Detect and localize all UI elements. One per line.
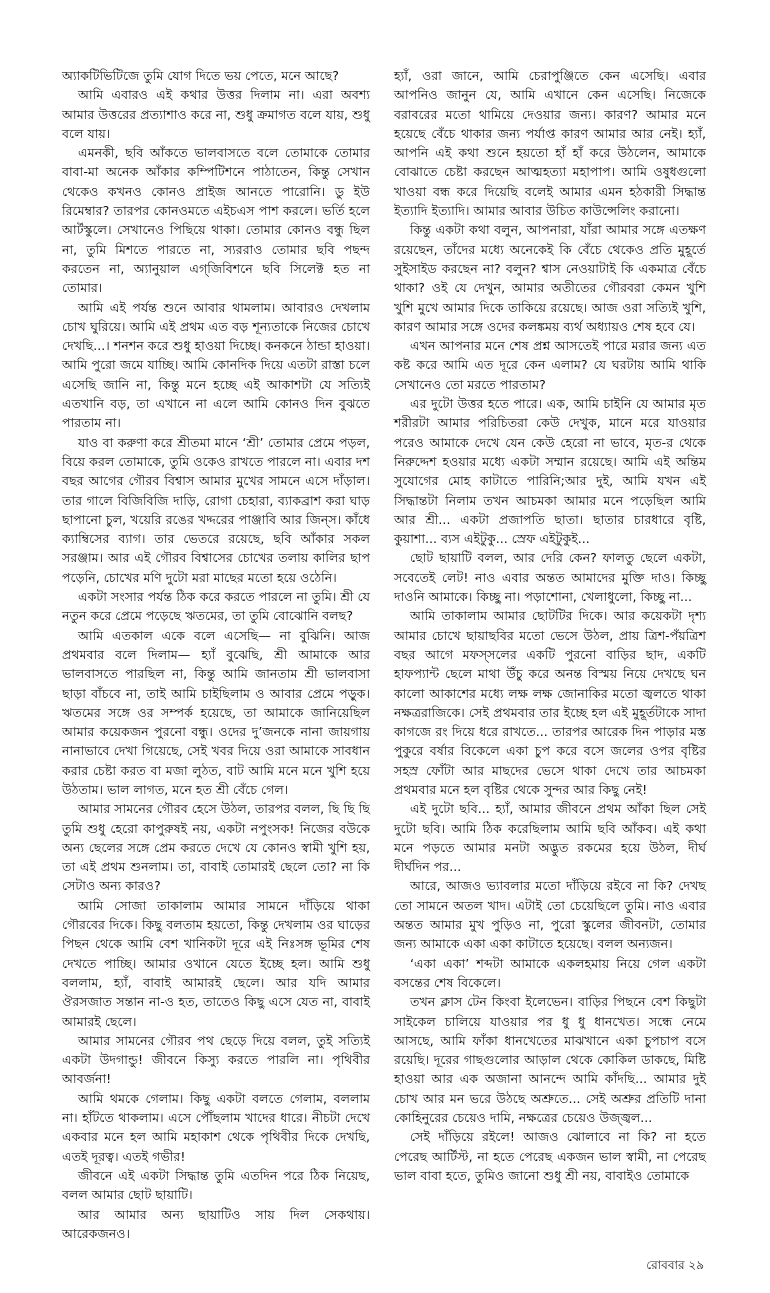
paragraph: অ্যাকটিভিটিজে তুমি যোগ দিতে ভয় পেতে, মনে আছে?: [62, 68, 339, 83]
paragraph: আমার সামনের গৌরব পথ ছেড়ে দিয়ে বলল, তুই সত্যিই একটা উদগান্ডু! জীবনে কিস্যু করতে পারলি না। পৃথিবীর আবর্জনা!: [62, 1032, 370, 1087]
paragraph: ‘একা একা’ শব্দটা আমাকে একলহমায় নিয়ে গেল একটা বসন্তের শেষ বিকেলে।: [394, 955, 706, 990]
paragraph: ছোট ছায়াটি বলল, আর দেরি কেন? ফালতু ছেলে একটা, সবেতেই লেট! নাও এবার অন্তত আমাদের মুক্তি দাও। কিচ্ছু দাওনি আমাকে। কিচ্ছু না। পড়াশোনা, খেলাধুলো, কিচ্ছু না...: [394, 550, 706, 605]
right-column: [394, 66, 706, 1185]
paragraph: আরে, আজও ভ্যাবলার মতো দাঁড়িয়ে রইবে না কি? দেখছ তো সামনে অতল খাদ। এটাই তো চেয়েছিলে তুমি। নাও এবার অন্তত আমার মুখ পুড়িও না, পুরো স্কুলের জীবনটা, তোমার জন্য আমাকে একা একা কাটাতে হয়েছে। বলল অন্যজন।: [394, 878, 706, 952]
paragraph: তখন ক্লাস টেন কিংবা ইলেভেন। বাড়ির পিছনে বেশ কিছুটা সাইকেল চালিয়ে যাওয়ার পর ধু ধু ধানখেত। সন্ধে নেমে আসছে, আমি ফাঁকা ধানখেতের মাঝখানে একা চুপচাপ বসে রয়েছি। দূরের গাছগুলোর আড়াল থেকে কোকিল ডাকছে, মিষ্টি হাওয়া আর এক অজানা আনন্দে আমি কাঁদছি... আমার দুই চোখ আর মন ভরে উঠছে অশ্রুতে... সেই অশ্রুর প্রতিটি দানা কোহিনুরের চেয়েও দামি, নক্ষত্রের চেয়েও উজ্জ্বল...: [394, 994, 706, 1126]
paragraph: এখন আপনার মনে শেষ প্রশ্ন আসতেই পারে মরার জন্য এত কষ্ট করে আমি এত দূরে কেন এলাম? যে ঘরটায় আমি থাকি সেখানেও তো মরতে পারতাম?: [394, 338, 706, 392]
page-footer: রোববার ২৯: [646, 1258, 704, 1272]
paragraph: আমি এবারও এই কথার উত্তর দিলাম না। এরা অবশ্য আমার উত্তরের প্রত্যাশাও করে না, শুধু ক্রমাগত বলে যায়, শুধু বলে যায়।: [62, 87, 370, 141]
paragraph: আর আমার অন্য ছায়াটিও সায় দিল সেকথায়। আরেকজনও।: [62, 1206, 370, 1241]
paragraph: এই দুটো ছবি... হ্যাঁ, আমার জীবনে প্রথম আঁকা ছিল সেই দুটো ছবি। আমি ঠিক করেছিলাম আমি ছবি আঁকব। এই কথা মনে পড়তে আমার মনটা অদ্ভুত রকমের হয়ে উঠল, দীর্ঘ দীর্ঘদিন পর...: [394, 801, 706, 875]
paragraph: আমার সামনের গৌরব হেসে উঠল, তারপর বলল, ছি ছি ছি তুমি শুধু হেরো কাপুরুষই নয়, একটা নপুংসক! নিজের বউকে অন্য ছেলের সঙ্গে প্রেম করতে দেখে যে কোনও স্বামী খুশি হয়, তা এই প্রথম শুনলাম। তা, বাবাই তোমারই ছেলে তো? না কি সেটাও অন্য কারও?: [62, 801, 370, 894]
paragraph: একটা সংসার পর্যন্ত ঠিক করে করতে পারলে না তুমি। শ্রী যে নতুন করে প্রেমে পড়েছে ঋতমের, তা তুমি বোঝোনি বলছ?: [62, 589, 370, 624]
paragraph: আমি এই পর্যন্ত শুনে আবার থামলাম। আবারও দেখলাম চোখ ঘুরিয়ে। আমি এই প্রথম এত বড় শূন্যতাকে নিজের চোখে দেখছি...। শনশন করে শুধু হাওয়া দিচ্ছে। কনকনে ঠান্ডা হাওয়া। আমি পুরো জমে যাচ্ছি। আমি কোনদিক দিয়ে এতটা রাস্তা চলে এসেছি জানি না, কিন্তু মনে হচ্ছে এই আকাশটা যে সত্যিই এতখানি বড়, তা এখানে না এলে আমি কোনও দিন বুঝতে পারতাম না।: [62, 299, 370, 431]
paragraph: আমি থমকে গেলাম। কিছু একটা বলতে গেলাম, বললাম না। হাঁটতে থাকলাম। এসে পৌঁছলাম খাদের ধারে। নীচটা দেখে একবার মনে হল আমি মহাকাশ থেকে পৃথিবীর দিকে দেখছি, এতই দূরত্ব। এতই গভীর!: [62, 1090, 370, 1164]
paragraph: সেই দাঁড়িয়ে রইলে! আজও ঝোলাবে না কি? না হতে পেরেছ আর্টিস্ট, না হতে পেরেছ একজন ভাল স্বামী, না পেরেছ ভাল বাবা হতে, তুমিও জানো শুধু শ্রী নয়, বাবাইও তোমাকে: [394, 1129, 706, 1183]
paragraph: আমি সোজা তাকালাম আমার সামনে দাঁড়িয়ে থাকা গৌরবের দিকে। কিছু বলতাম হয়তো, কিন্তু দেখলাম ওর ঘাড়ের পিছন থেকে আমি বেশ খানিকটা দূরে এই নিঃসঙ্গ ভূমির শেষ দেখতে পাচ্ছি। আমার ওখানে যেতে ইচ্ছে হল। আমি শুধু বললাম, হ্যাঁ, বাবাই আমারই ছেলে। আর যদি আমার ঔরসজাত সন্তান না-ও হত, তাতেও কিছু এসে যেত না, বাবাই আমারই ছেলে।: [62, 897, 370, 1029]
paragraph: এমনকী, ছবি আঁকতে ভালবাসতে বলে তোমাকে তোমার বাবা-মা অনেক আঁকার কম্পিটিশনে পাঠাতেন, কিন্তু সেখান থেকেও কখনও কোনও প্রাইজ আনতে পারোনি। ডু ইউ রিমেম্বার? তারপর কোনওমতে এইচএস পাশ করলে। ভর্তি হলে আর্টস্কুলে। সেখানেও পিছিয়ে থাকা। তোমার কোনও বন্ধু ছিল না, তুমি মিশতে পারতে না, স্যররাও তোমার ছবি পছন্দ করতেন না, অ্যানুয়াল এগ্‌জিবিশনে ছবি সিলেক্ট হত না তোমার।: [62, 145, 370, 296]
left-column: [62, 66, 370, 1243]
paragraph: আমি তাকালাম আমার ছোটটির দিকে। আর কয়েকটা দৃশ্য আমার চোখে ছায়াছবির মতো ভেসে উঠল, প্রায় ত্রিশ-পঁয়ত্রিশ বছর আগে মফস্‌সলের একটি পুরনো বাড়ির ছাদ, একটি হাফপ্যান্ট ছেলে মাথা উঁচু করে অনন্ত বিস্ময় নিয়ে দেখছে ঘন কালো আকাশের মধ্যে লক্ষ লক্ষ জোনাকির মতো জ্বলতে থাকা নক্ষত্ররাজিকে। সেই প্রথমবার তার ইচ্ছে হল এই মুহূর্তটাকে সাদা কাগজে রং দিয়ে ধরে রাখতে... তারপর আরেক দিন পাড়ার মস্ত পুকুরে বর্ষার বিকেলে একা চুপ করে বসে জলের ওপর বৃষ্টির সহস্র ফোঁটা আর মাছদের ভেসে থাকা দেখে তার আচমকা প্রথমবার মনে হল বৃষ্টির থেকে সুন্দর আর কিছু নেই!: [394, 608, 706, 797]
paragraph: এর দুটো উত্তর হতে পারে। এক, আমি চাইনি যে আমার মৃত শরীরটা আমার পরিচিতরা কেউ দেখুক, মানে মরে যাওয়ার পরেও আমাকে দেখে যেন কেউ হেরো না ভাবে, মৃত-র থেকে নিরুদ্দেশ হওয়ার মধ্যে একটা সম্মান রয়েছে। আমি এই অন্তিম সুযোগের মোহ কাটাতে পারিনি;আর দুই, আমি যখন এই সিদ্ধান্তটা নিলাম তখন আচমকা আমার মনে পড়েছিল আমি আর শ্রী... একটা প্রজাপতি ছাতা। ছাতার চারধারে বৃষ্টি, কুয়াশা... ব্যস এইটুকু... স্রেফ এইটুকুই...: [394, 396, 706, 547]
paragraph: যাও বা করুণা করে শ্রীতমা মানে ‘শ্রী’ তোমার প্রেমে পড়ল, বিয়ে করল তোমাকে, তুমি ওকেও রাখতে পারলে না। এবার দশ বছর আগের গৌরব বিশ্বাস আমার মুখের সামনে এসে দাঁড়াল। তার গালে বিজিবিজি দাড়ি, রোগা চেহারা, ব্যাকব্রাশ করা ঘাড় ছাপানো চুল, খয়েরি রঙের খদ্দরের পাঞ্জাবি আর জিন্‌স। কাঁধে ক্যাম্বিসের ব্যাগ। তার ভেতরে রয়েছে, ছবি আঁকার সকল সরঞ্জাম। আর এই গৌরব বিশ্বাসের চোখের তলায় কালির ছাপ পড়েনি, চোখের মণি দুটো মরা মাছের মতো হয়ে ওঠেনি।: [62, 434, 370, 585]
paragraph: আমি এতকাল একে বলে এসেছি— না বুঝিনি। আজ প্রথমবার বলে দিলাম— হ্যাঁ বুঝেছি, শ্রী আমাকে আর ভালবাসতে পারছিল না, কিন্তু আমি জানতাম শ্রী ভালবাসা ছাড়া বাঁচবে না, তাই আমি চাইছিলাম ও আবার প্রেমে পড়ুক। ঋতমের সঙ্গে ওর সম্পর্ক হয়েছে, তা আমাকে জানিয়েছিল আমার কয়েকজন পুরনো বন্ধু। ওদের দু’জনকে নানা জায়গায় নানাভাবে দেখা গিয়েছে, সেই খবর দিয়ে ওরা আমাকে সাবধান করার চেষ্টা করত বা মজা লুঠত, বাট আমি মনে মনে খুশি হয়ে উঠতাম। ভাল লাগত, মনে হত শ্রী বেঁচে গেল।: [62, 627, 370, 797]
paragraph: হ্যাঁ, ওরা জানে, আমি চেরাপুঞ্জিতে কেন এসেছি। এবার আপনিও জানুন যে, আমি এখানে কেন এসেছি। নিজেকে বরাবরের মতো থামিয়ে দেওয়ার জন্য। কারণ? আমার মনে হয়েছে বেঁচে থাকার জন্য পর্যাপ্ত কারণ আমার আর নেই। হ্যাঁ, আপনি এই কথা শুনে হয়তো হাঁ হাঁ করে উঠলেন, আমাকে বোঝাতে চেষ্টা করছেন আত্মহত্যা মহাপাপ। আমি ওষুধগুলো খাওয়া বন্ধ করে দিয়েছি বলেই আমার এমন হঠকারী সিদ্ধান্ত ইত্যাদি ইত্যাদি। আমার আবার উচিত কাউন্সেলিং করানো।: [394, 68, 706, 219]
paragraph: কিন্তু একটা কথা বলুন, আপনারা, যাঁরা আমার সঙ্গে এতক্ষণ রয়েছেন, তাঁদের মধ্যে অনেকেই কি বেঁচে থেকেও প্রতি মুহূর্তে সুইসাইড করছেন না? বলুন? শ্বাস নেওয়াটাই কি একমাত্র বেঁচে থাকা? ওই যে দেখুন, আমার অতীতের গৌরবরা কেমন খুশি খুশি মুখে আমার দিকে তাকিয়ে রয়েছে। আজ ওরা সত্যিই খুশি, কারণ আমার সঙ্গে ওদের কলঙ্কময় ব্যর্থ অধ্যায়ও শেষ হবে যে।: [394, 222, 706, 334]
paragraph: জীবনে এই একটা সিদ্ধান্ত তুমি এতদিন পরে ঠিক নিয়েছ, বলল আমার ছোট ছায়াটি।: [62, 1167, 370, 1203]
